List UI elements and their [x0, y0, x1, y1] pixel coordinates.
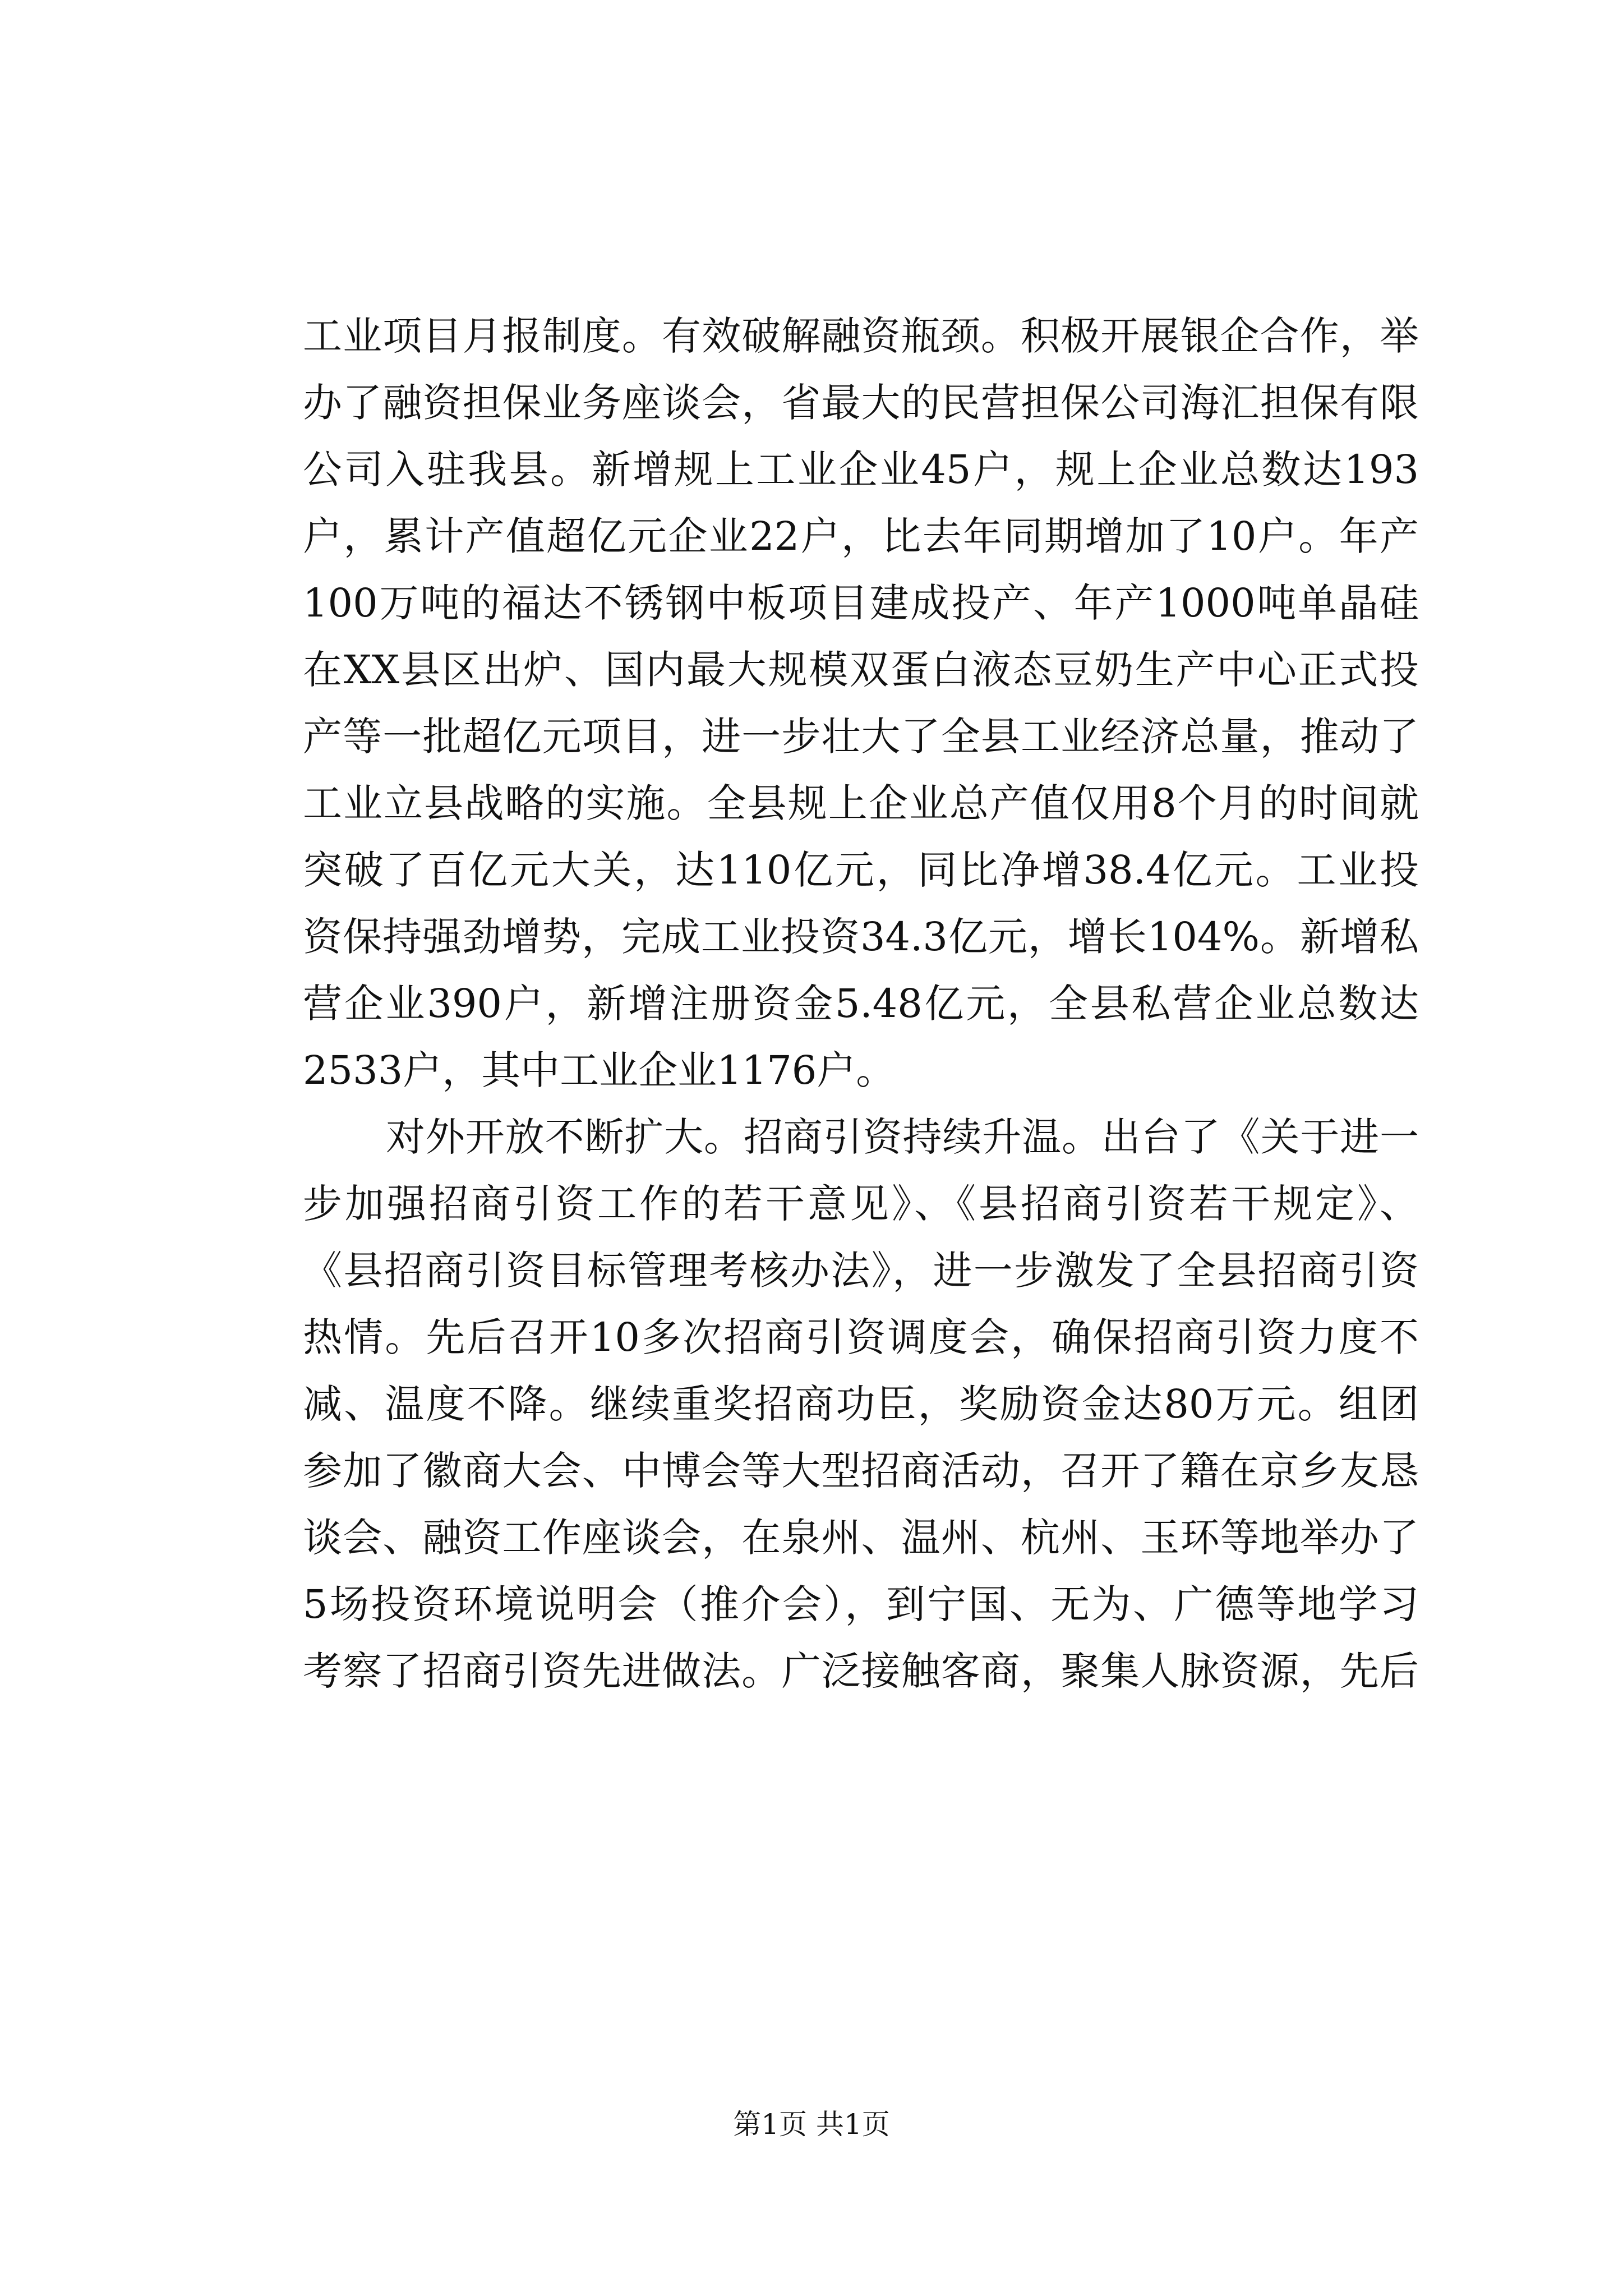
text-line: 在XX县区出炉、国内最大规模双蛋白液态豆奶生产中心正式投	[303, 647, 1419, 693]
text-line: 谈会、融资工作座谈会，在泉州、温州、杭州、玉环等地举办了	[303, 1515, 1419, 1561]
page-footer	[0, 2108, 1623, 2141]
text-line: 2533户，其中工业企业1176户。	[303, 1047, 896, 1093]
text-line: 考察了招商引资先进做法。广泛接触客商，聚集人脉资源，先后	[303, 1648, 1419, 1694]
document-body	[303, 303, 1419, 1705]
text-line: 公司入驻我县。新增规上工业企业45户，规上企业总数达193	[303, 447, 1419, 493]
text-line: 步加强招商引资工作的若干意见》、《县招商引资若干规定》、	[303, 1181, 1419, 1227]
text-line: 办了融资担保业务座谈会，省最大的民营担保公司海汇担保有限	[303, 380, 1419, 426]
text-line: 突破了百亿元大关，达110亿元，同比净增38.4亿元。工业投	[303, 847, 1419, 893]
text-line: 《县招商引资目标管理考核办法》，进一步激发了全县招商引资	[303, 1248, 1419, 1294]
text-line: 5场投资环境说明会（推介会），到宁国、无为、广德等地学习	[303, 1581, 1419, 1627]
text-line: 资保持强劲增势，完成工业投资34.3亿元，增长104%。新增私	[303, 914, 1419, 960]
page-number: 第1页 共1页	[733, 2108, 890, 2141]
text-line: 产等一批超亿元项目，进一步壮大了全县工业经济总量，推动了	[303, 714, 1419, 760]
paragraph-industry	[303, 303, 1419, 1104]
text-line: 工业项目月报制度。有效破解融资瓶颈。积极开展银企合作，举	[303, 313, 1419, 359]
text-line: 营企业390户，新增注册资金5.48亿元，全县私营企业总数达	[303, 981, 1419, 1027]
text-line: 减、温度不降。继续重奖招商功臣，奖励资金达80万元。组团	[303, 1381, 1419, 1427]
text-line: 工业立县战略的实施。全县规上企业总产值仅用8个月的时间就	[303, 780, 1419, 826]
text-line: 对外开放不断扩大。招商引资持续升温。出台了《关于进一	[386, 1114, 1419, 1160]
text-line: 100万吨的福达不锈钢中板项目建成投产、年产1000吨单晶硅	[303, 580, 1419, 626]
text-line: 户，累计产值超亿元企业22户，比去年同期增加了10户。年产	[303, 513, 1419, 559]
paragraph-opening-up	[303, 1104, 1419, 1705]
text-line: 参加了徽商大会、中博会等大型招商活动，召开了籍在京乡友恳	[303, 1448, 1419, 1494]
text-line: 热情。先后召开10多次招商引资调度会，确保招商引资力度不	[303, 1314, 1419, 1360]
